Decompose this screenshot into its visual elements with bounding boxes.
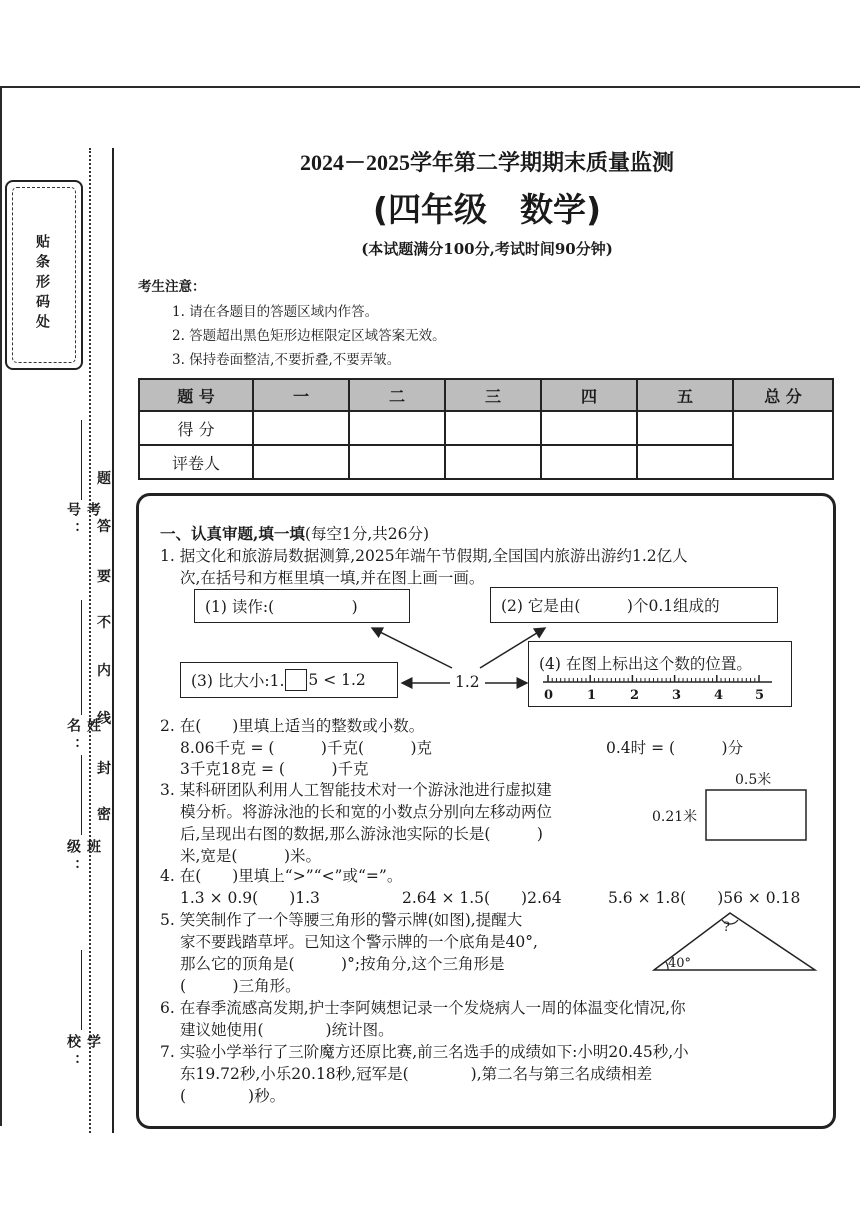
pool-length-label: 0.5米: [735, 772, 772, 788]
q3-text: 模分析。将游泳池的长和宽的小数点分别向左移动两位: [180, 803, 553, 821]
seal-char: 题: [97, 471, 111, 487]
q3-text: 3. 某科研团队利用人工智能技术对一个游泳池进行虚拟建: [160, 781, 552, 799]
q4-item: 2.64 × 1.5( )2.64: [402, 889, 562, 907]
q1-center-number: 1.2: [455, 673, 480, 691]
row-label: 评卷人: [139, 445, 253, 479]
q4-item: 1.3 × 0.9( )1.3: [180, 889, 320, 907]
tick-label: 3: [672, 688, 682, 703]
q7-text: ( )秒。: [180, 1087, 286, 1105]
base-angle-label: 40°: [668, 956, 692, 971]
tick-label: 5: [755, 688, 765, 703]
row-label: 得 分: [139, 411, 253, 445]
seal-char: 线: [97, 711, 111, 727]
header-cell: 四: [541, 379, 637, 411]
exam-title: 2024－2025学年第二学期期末质量监测: [299, 150, 674, 175]
number-line-ticks: [548, 675, 759, 682]
header-cell: 三: [445, 379, 541, 411]
q6-text: 6. 在春季流感高发期,护士李阿姨想记录一个发烧病人一周的体温变化情况,你: [160, 999, 686, 1017]
tick-label: 0: [544, 688, 554, 703]
q1-text: 1. 据文化和旅游局数据测算,2025年端午节假期,全国国内旅游出游约1.2亿人: [160, 547, 688, 565]
tick-label: 1: [587, 688, 597, 703]
tick-label: 4: [714, 688, 724, 703]
q5-text: 那么它的顶角是( )°;按角分,这个三角形是: [180, 955, 505, 973]
q2-text: 2. 在( )里填上适当的整数或小数。: [160, 717, 425, 735]
q5-text: 5. 笑笑制作了一个等腰三角形的警示牌(如图),提醒大: [160, 911, 523, 929]
q2-item: 0.4时 = ( )分: [606, 739, 744, 757]
q4-text: 4. 在( )里填上“>”“<”或“=”。: [160, 867, 403, 885]
barcode-label: 贴条形码处: [34, 234, 50, 334]
exam-subject: (四年级 数学): [372, 190, 602, 229]
seal-char: 要: [97, 569, 111, 585]
pool-width-label: 0.21米: [652, 809, 698, 825]
exam-info: (本试题满分100分,考试时间90分钟): [361, 240, 613, 258]
tick-label: 2: [630, 688, 640, 703]
q2-item: 8.06千克 = ( )千克( )克: [180, 739, 433, 757]
q3-text: 米,宽是( )米。: [180, 847, 322, 865]
header-cell: 一: [253, 379, 349, 411]
notice-item: 2. 答题超出黑色矩形边框限定区域答案无效。: [172, 328, 446, 344]
q1-count-box[interactable]: (2) 它是由( )个0.1组成的: [490, 587, 778, 623]
q7-text: 7. 实验小学举行了三阶魔方还原比赛,前三名选手的成绩如下:小明20.45秒,小: [160, 1043, 689, 1061]
seal-char: 密: [97, 807, 111, 823]
q1-compare-box[interactable]: (3) 比大小:1. 5 < 1.2: [180, 662, 398, 698]
seal-char: 答: [97, 519, 111, 535]
section-heading: 一、认真审题,填一填(每空1分,共26分): [160, 524, 430, 543]
seal-char: 内: [97, 663, 111, 679]
header-cell: 五: [637, 379, 733, 411]
q4-item: 5.6 × 1.8( )56 × 0.18: [608, 889, 801, 907]
q1-text: 次,在括号和方框里填一填,并在图上画一画。: [180, 569, 485, 587]
q1-read-box[interactable]: (1) 读作:( ): [194, 589, 410, 623]
notice-item: 3. 保持卷面整洁,不要折叠,不要弄皱。: [172, 352, 401, 368]
q6-text: 建议她使用( )统计图。: [180, 1021, 394, 1039]
q2-item: 3千克18克 = ( )千克: [180, 760, 369, 778]
seal-char: 封: [97, 761, 111, 777]
header-cell: 总 分: [733, 379, 833, 411]
q7-text: 东19.72秒,小乐20.18秒,冠军是( ),第二名与第三名成绩相差: [180, 1065, 653, 1083]
q3-text: 后,呈现出右图的数据,那么游泳池实际的长是( ): [180, 825, 543, 843]
apex-angle-label: ?: [723, 920, 730, 935]
header-cell: 题 号: [139, 379, 253, 411]
notice-item: 1. 请在各题目的答题区域内作答。: [172, 304, 379, 320]
q5-text: 家不要践踏草坪。已知这个警示牌的一个底角是40°,: [180, 933, 538, 951]
header-cell: 二: [349, 379, 445, 411]
q5-text: ( )三角形。: [180, 977, 301, 995]
q1-numberline-box[interactable]: (4) 在图上标出这个数的位置。: [528, 641, 792, 707]
seal-char: 不: [97, 615, 111, 631]
notice-heading: 考生注意：: [138, 279, 206, 295]
